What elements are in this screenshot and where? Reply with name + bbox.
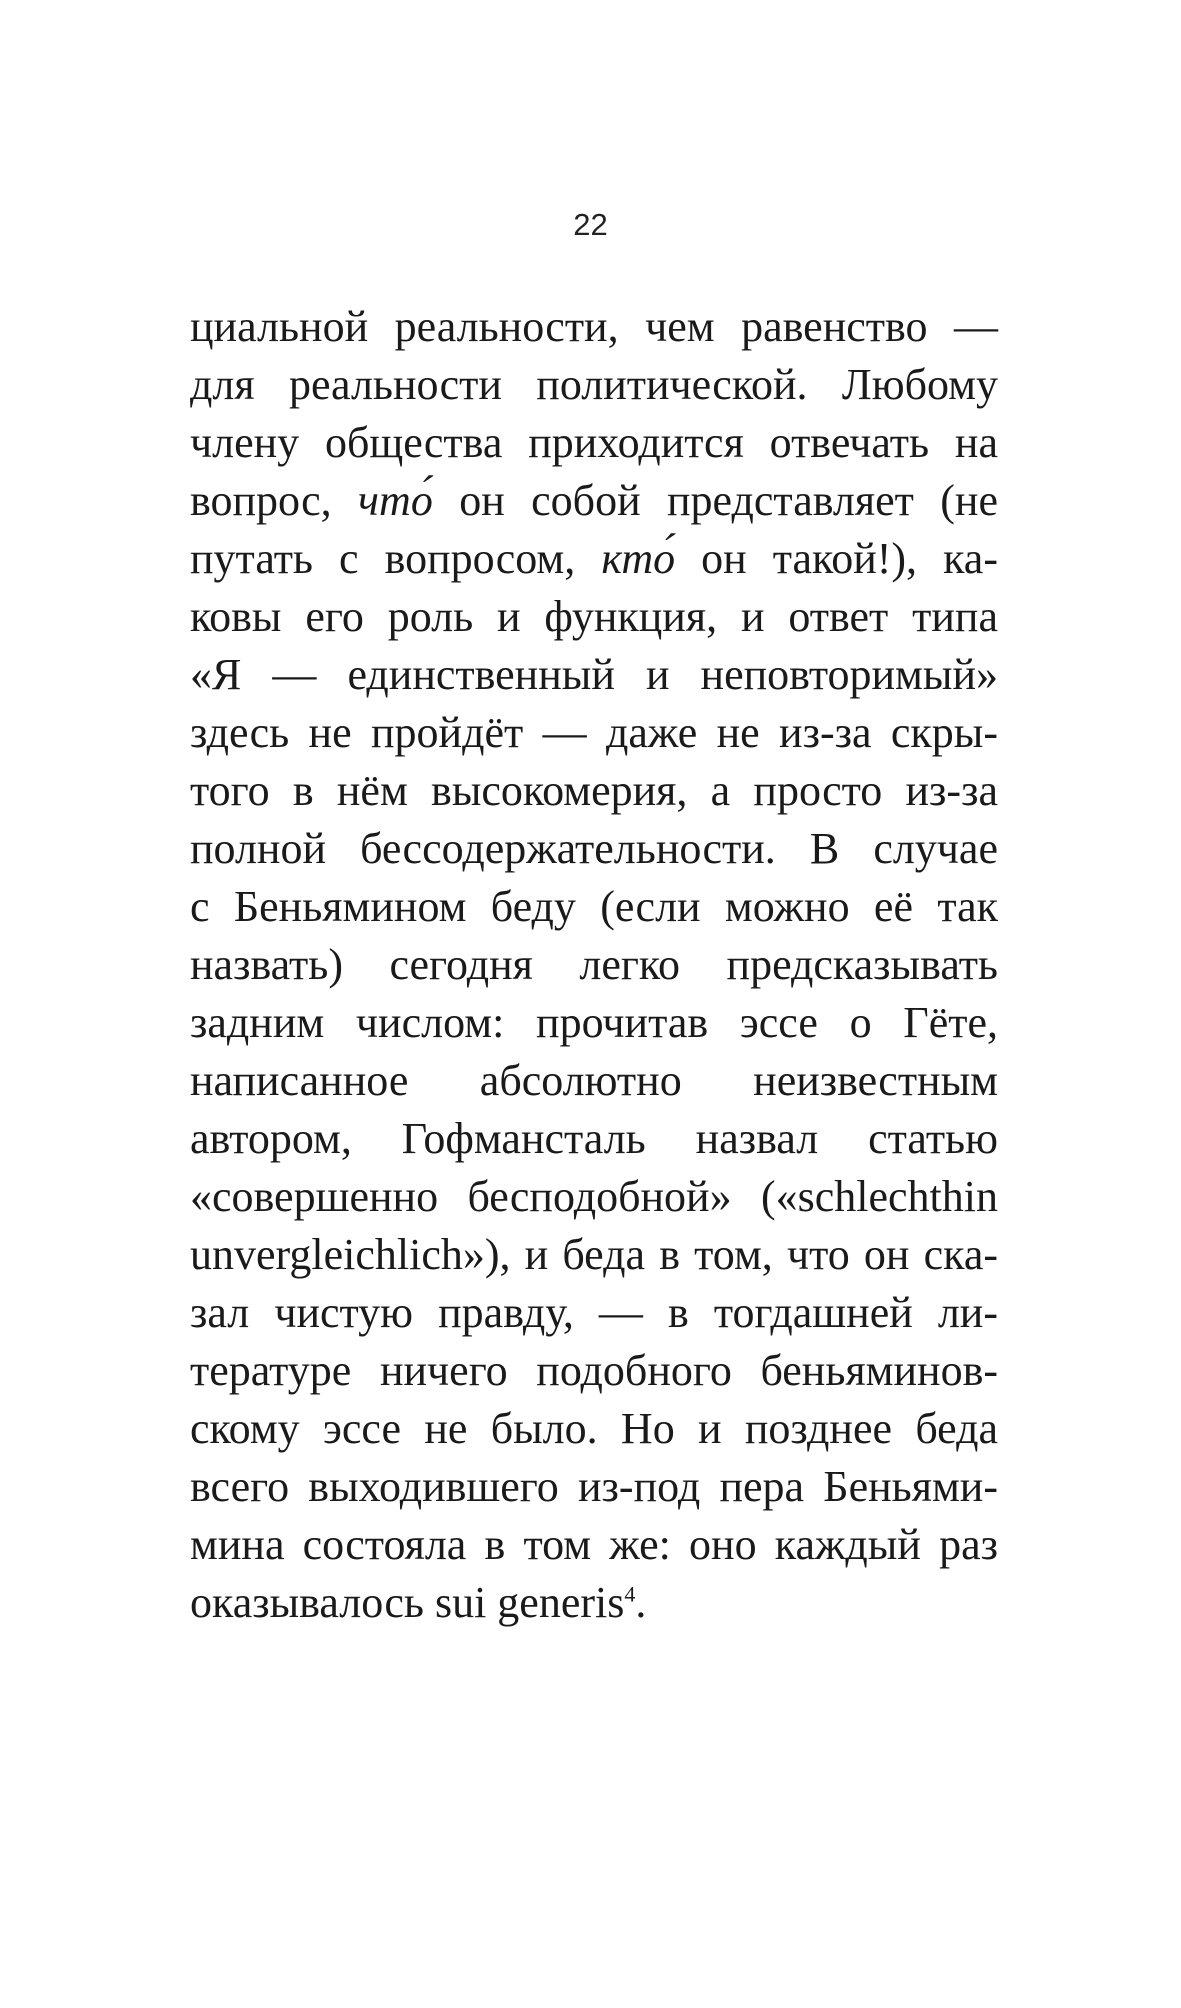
text-line: «совершенно бесподобной» («schlechthin	[190, 1172, 998, 1221]
footnote-marker[interactable]: 4	[624, 1581, 636, 1607]
text-line: написанное абсолютно неизвестным	[190, 1056, 998, 1105]
text-line: всего выходившего из-под пера Беньями-	[190, 1462, 998, 1511]
text-fragment: оказывалось sui generis	[190, 1578, 625, 1627]
text-line: с Беньямином беду (если можно её так	[190, 882, 998, 931]
text-line: того в нём высокомерия, а просто из-за	[190, 766, 998, 815]
text-fragment: путать с вопросом,	[190, 534, 602, 583]
text-line: тературе ничего подобного беньяминов-	[190, 1346, 998, 1395]
text-line	[190, 530, 998, 588]
text-line: для реальности политической. Любому	[190, 360, 998, 409]
text-line: автором, Гофмансталь назвал статью	[190, 1114, 998, 1163]
text-line: скому эссе не было. Но и позднее беда	[190, 1404, 998, 1453]
text-line: зал чистую правду, — в тогдашней ли-	[190, 1288, 998, 1337]
text-line: мина состояла в том же: оно каждый раз	[190, 1520, 998, 1569]
text-fragment: он такой!), ка-	[675, 534, 998, 583]
text-line: полной бессодержательности. В случае	[190, 824, 998, 873]
text-line	[190, 472, 998, 530]
body-text	[190, 298, 998, 1632]
text-line: «Я — единственный и неповторимый»	[190, 650, 998, 699]
page-number: 22	[573, 207, 608, 242]
text-line: ковы его роль и функция, и ответ типа	[190, 592, 998, 641]
text-line: члену общества приходится отвечать на	[190, 418, 998, 467]
text-fragment: вопрос,	[190, 476, 359, 525]
italic-word-what: что́	[358, 476, 433, 525]
text-line: unvergleichlich»), и беда в том, что он ска-	[190, 1230, 998, 1279]
text-line: назвать) сегодня легко предсказывать	[190, 940, 998, 989]
text-line: задним числом: прочитав эссе о Гёте,	[190, 998, 998, 1047]
text-line: здесь не пройдёт — даже не из-за скры-	[190, 708, 998, 757]
italic-word-who: кто́	[601, 534, 676, 583]
text-fragment: .	[635, 1578, 647, 1627]
text-line: циальной реальности, чем равенство —	[190, 302, 998, 351]
text-fragment: он собой представляет (не	[432, 476, 998, 525]
text-line	[190, 1574, 998, 1632]
